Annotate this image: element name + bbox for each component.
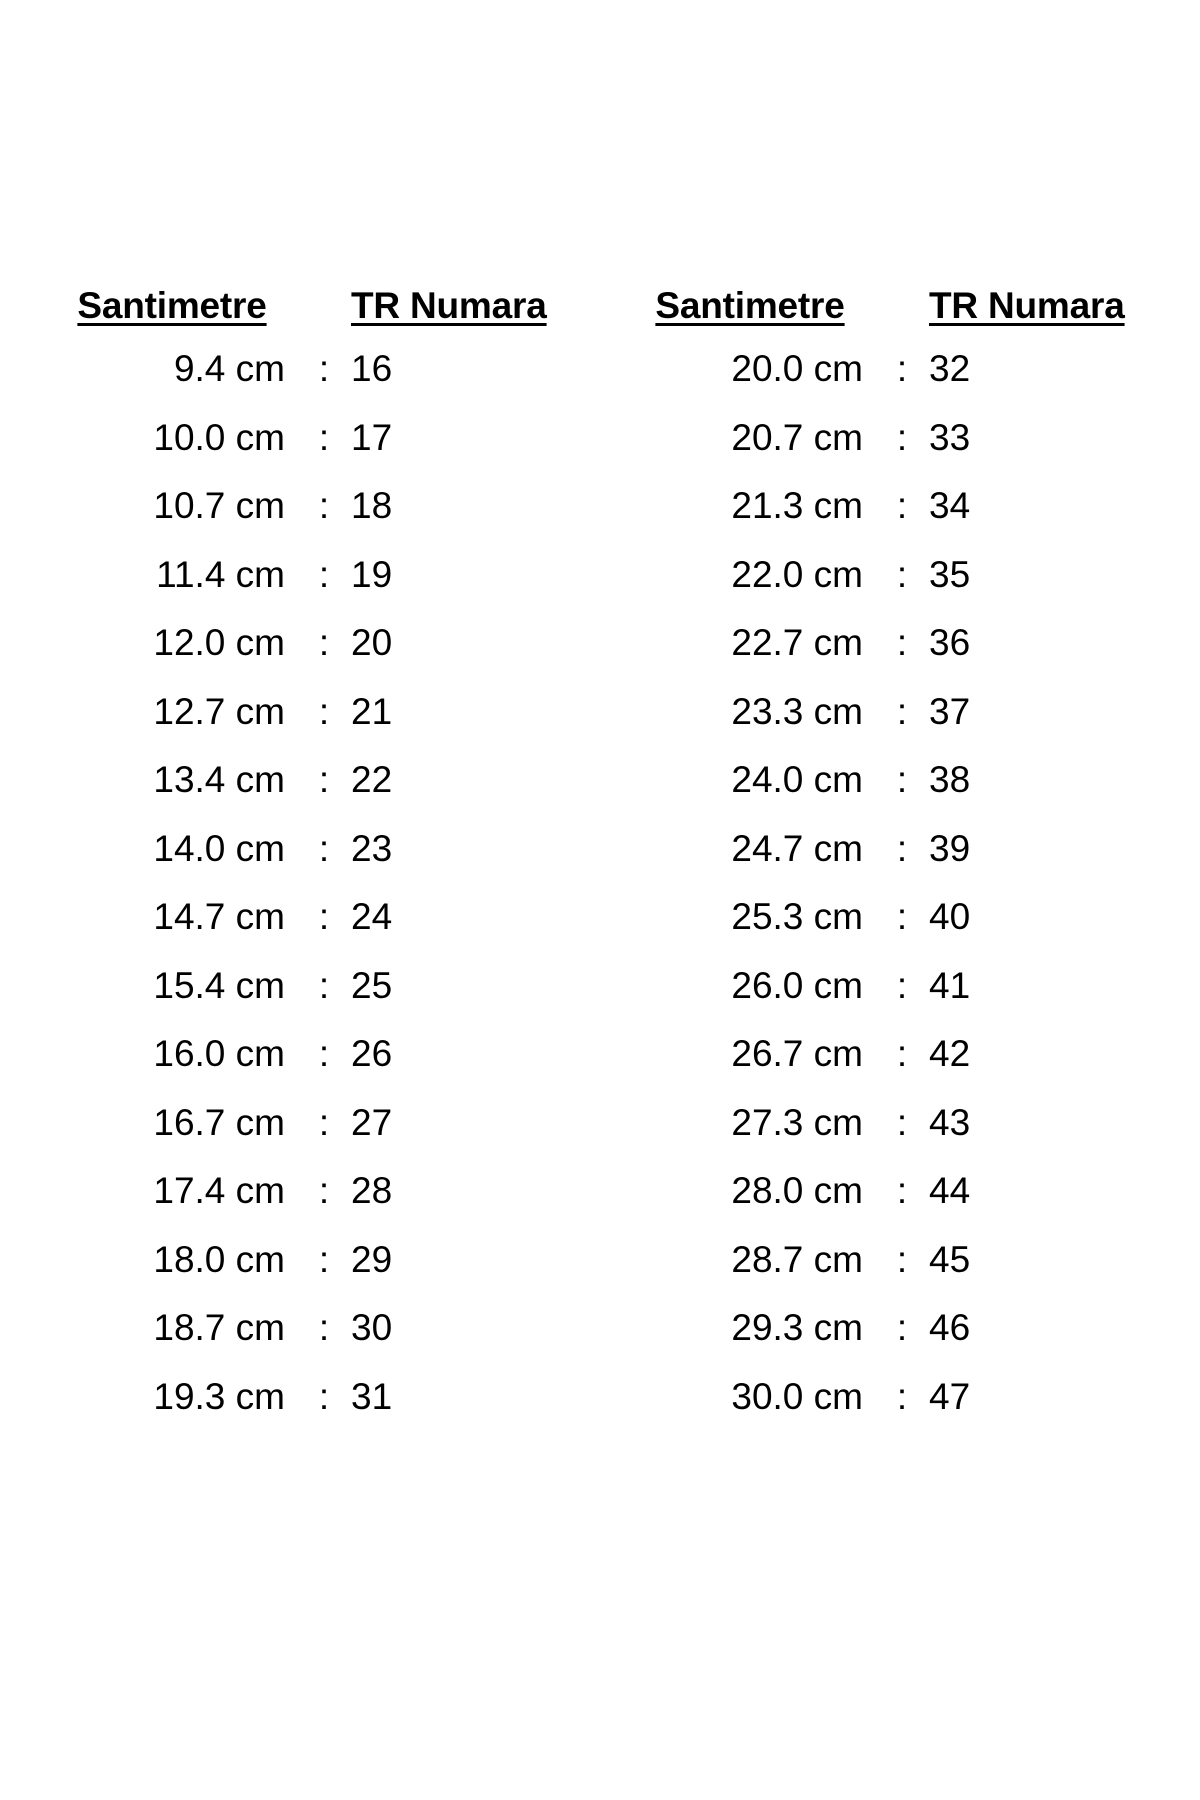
table-row: [619, 1157, 1159, 1226]
cell-centimetre: 28.0 cm: [731, 1170, 863, 1212]
column-header-tr-size: TR Numara: [929, 285, 1125, 326]
table-row: [41, 952, 581, 1021]
cell-centimetre: 11.4 cm: [156, 553, 285, 595]
cell-separator: :: [896, 1238, 908, 1280]
cell-tr-size: 16: [351, 348, 393, 390]
cell-tr-size: 45: [929, 1238, 971, 1280]
column-header-centimetre: Santimetre: [77, 285, 267, 326]
table-row: [619, 883, 1159, 952]
table-row: [41, 472, 581, 541]
cell-tr-size: 35: [929, 553, 971, 595]
cell-tr-size: 27: [351, 1101, 393, 1143]
cell-centimetre: 13.4 cm: [153, 759, 285, 801]
cell-tr-size: 33: [929, 416, 971, 458]
cell-centimetre: 21.3 cm: [731, 485, 863, 527]
cell-centimetre: 22.0 cm: [731, 553, 863, 595]
cell-centimetre: 14.0 cm: [153, 827, 285, 869]
column-header-tr-size: TR Numara: [351, 285, 547, 326]
cell-tr-size: 19: [351, 553, 393, 595]
cell-tr-size: 25: [351, 964, 393, 1006]
cell-centimetre: 10.7 cm: [153, 485, 285, 527]
column-header-centimetre: Santimetre: [655, 285, 845, 326]
cell-centimetre: 24.7 cm: [731, 827, 863, 869]
cell-tr-size: 36: [929, 622, 971, 664]
cell-separator: :: [896, 485, 908, 527]
table-row: [619, 541, 1159, 610]
cell-separator: :: [896, 1307, 908, 1349]
table-body-right: [619, 335, 1159, 1431]
table-row: [619, 609, 1159, 678]
cell-tr-size: 42: [929, 1033, 971, 1075]
table-row: [41, 1089, 581, 1158]
cell-centimetre: 10.0 cm: [153, 416, 285, 458]
table-row: [619, 1020, 1159, 1089]
cell-separator: :: [896, 348, 908, 390]
cell-tr-size: 40: [929, 896, 971, 938]
table-row: [619, 404, 1159, 473]
table-row: [619, 1294, 1159, 1363]
cell-separator: :: [318, 553, 330, 595]
cell-separator: :: [318, 759, 330, 801]
cell-tr-size: 47: [929, 1375, 971, 1417]
cell-separator: :: [318, 348, 330, 390]
table-row: [41, 541, 581, 610]
cell-separator: :: [318, 690, 330, 732]
cell-centimetre: 25.3 cm: [731, 896, 863, 938]
cell-separator: :: [318, 416, 330, 458]
cell-separator: :: [896, 1033, 908, 1075]
cell-tr-size: 20: [351, 622, 393, 664]
cell-tr-size: 31: [351, 1375, 393, 1417]
cell-tr-size: 34: [929, 485, 971, 527]
cell-separator: :: [896, 690, 908, 732]
cell-centimetre: 18.0 cm: [153, 1238, 285, 1280]
cell-tr-size: 30: [351, 1307, 393, 1349]
cell-centimetre: 22.7 cm: [731, 622, 863, 664]
cell-tr-size: 29: [351, 1238, 393, 1280]
cell-centimetre: 12.0 cm: [153, 622, 285, 664]
cell-tr-size: 32: [929, 348, 971, 390]
cell-centimetre: 16.0 cm: [153, 1033, 285, 1075]
table-header-row: [619, 285, 1159, 327]
cell-separator: :: [318, 485, 330, 527]
cell-separator: :: [896, 1170, 908, 1212]
table-row: [41, 1294, 581, 1363]
cell-separator: :: [896, 416, 908, 458]
cell-centimetre: 12.7 cm: [153, 690, 285, 732]
cell-tr-size: 43: [929, 1101, 971, 1143]
table-row: [41, 1020, 581, 1089]
cell-tr-size: 28: [351, 1170, 393, 1212]
cell-tr-size: 37: [929, 690, 971, 732]
table-row: [41, 1157, 581, 1226]
cell-tr-size: 46: [929, 1307, 971, 1349]
table-row: [41, 1226, 581, 1295]
cell-tr-size: 17: [351, 416, 393, 458]
cell-separator: :: [318, 622, 330, 664]
table-row: [41, 335, 581, 404]
cell-separator: :: [318, 1307, 330, 1349]
cell-centimetre: 19.3 cm: [153, 1375, 285, 1417]
table-row: [41, 883, 581, 952]
cell-separator: :: [318, 1033, 330, 1075]
table-row: [41, 746, 581, 815]
cell-tr-size: 24: [351, 896, 393, 938]
cell-separator: :: [896, 759, 908, 801]
cell-centimetre: 20.0 cm: [731, 348, 863, 390]
cell-separator: :: [318, 1101, 330, 1143]
size-table-left: [41, 285, 581, 1431]
table-row: [619, 1363, 1159, 1432]
cell-centimetre: 14.7 cm: [153, 896, 285, 938]
cell-centimetre: 26.7 cm: [731, 1033, 863, 1075]
cell-separator: :: [896, 1375, 908, 1417]
cell-separator: :: [318, 1375, 330, 1417]
size-tables-container: [0, 285, 1200, 1431]
cell-separator: :: [896, 964, 908, 1006]
table-row: [619, 1226, 1159, 1295]
table-body-left: [41, 335, 581, 1431]
cell-separator: :: [896, 1101, 908, 1143]
table-row: [619, 335, 1159, 404]
cell-centimetre: 27.3 cm: [731, 1101, 863, 1143]
cell-separator: :: [318, 896, 330, 938]
cell-centimetre: 17.4 cm: [153, 1170, 285, 1212]
table-header-row: [41, 285, 581, 327]
cell-separator: :: [318, 964, 330, 1006]
cell-separator: :: [896, 896, 908, 938]
cell-tr-size: 39: [929, 827, 971, 869]
table-row: [619, 678, 1159, 747]
table-row: [619, 952, 1159, 1021]
table-row: [619, 815, 1159, 884]
table-row: [619, 746, 1159, 815]
cell-tr-size: 44: [929, 1170, 971, 1212]
cell-tr-size: 18: [351, 485, 393, 527]
table-row: [619, 1089, 1159, 1158]
cell-centimetre: 24.0 cm: [731, 759, 863, 801]
size-table-right: [619, 285, 1159, 1431]
cell-centimetre: 9.4 cm: [173, 348, 285, 390]
cell-tr-size: 26: [351, 1033, 393, 1075]
cell-centimetre: 26.0 cm: [731, 964, 863, 1006]
cell-tr-size: 22: [351, 759, 393, 801]
cell-centimetre: 18.7 cm: [153, 1307, 285, 1349]
table-row: [41, 404, 581, 473]
cell-tr-size: 21: [351, 690, 393, 732]
table-row: [41, 815, 581, 884]
cell-separator: :: [318, 827, 330, 869]
table-row: [41, 678, 581, 747]
cell-separator: :: [896, 827, 908, 869]
cell-separator: :: [318, 1238, 330, 1280]
cell-centimetre: 29.3 cm: [731, 1307, 863, 1349]
table-row: [41, 609, 581, 678]
cell-centimetre: 30.0 cm: [731, 1375, 863, 1417]
cell-separator: :: [896, 622, 908, 664]
cell-centimetre: 15.4 cm: [153, 964, 285, 1006]
cell-tr-size: 23: [351, 827, 393, 869]
cell-centimetre: 20.7 cm: [731, 416, 863, 458]
cell-centimetre: 16.7 cm: [153, 1101, 285, 1143]
table-row: [619, 472, 1159, 541]
cell-tr-size: 38: [929, 759, 971, 801]
cell-centimetre: 23.3 cm: [731, 690, 863, 732]
cell-tr-size: 41: [929, 964, 971, 1006]
cell-separator: :: [896, 553, 908, 595]
cell-separator: :: [318, 1170, 330, 1212]
table-row: [41, 1363, 581, 1432]
cell-centimetre: 28.7 cm: [731, 1238, 863, 1280]
